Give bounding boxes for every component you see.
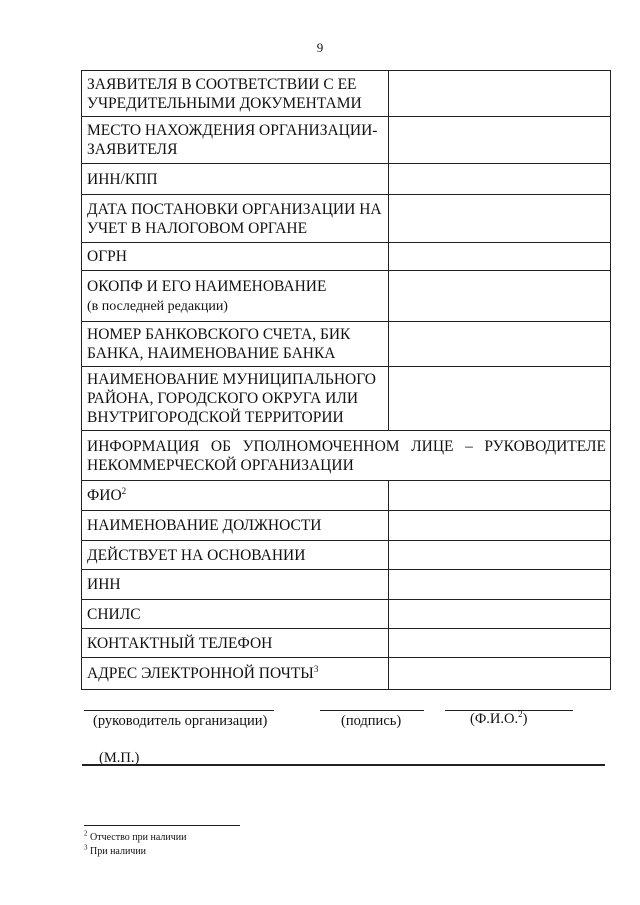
stamp-caption: (М.П.) bbox=[99, 750, 140, 766]
org-field-label-6: НОМЕР БАНКОВСКОГО СЧЕТА, БИК БАНКА, НАИМЕНОВАНИЕ БАНКА bbox=[82, 322, 389, 367]
table-row bbox=[82, 511, 611, 541]
table-row bbox=[82, 541, 611, 570]
person-field-value-5[interactable] bbox=[389, 629, 611, 658]
table-row bbox=[82, 629, 611, 658]
fio-caption: (Ф.И.О.$^2$) bbox=[470, 709, 528, 727]
page-number: 9 bbox=[316, 40, 324, 55]
org-field-value-4[interactable] bbox=[389, 243, 611, 271]
org-field-value-5[interactable] bbox=[389, 271, 611, 322]
org-field-value-3[interactable] bbox=[389, 195, 611, 243]
org-field-value-6[interactable] bbox=[389, 322, 611, 367]
person-field-label-4: СНИЛС bbox=[82, 600, 389, 629]
org-field-value-7[interactable] bbox=[389, 367, 611, 431]
org-field-label-3: ДАТА ПОСТАНОВКИ ОРГАНИЗАЦИИ НА УЧЕТ В НАЛОГОВОМ ОРГАНЕ bbox=[82, 195, 389, 243]
person-field-value-2[interactable] bbox=[389, 541, 611, 570]
person-field-label-2: ДЕЙСТВУЕТ НА ОСНОВАНИИ bbox=[82, 541, 389, 570]
org-field-value-2[interactable] bbox=[389, 164, 611, 195]
org-field-label-5: ОКОПФ И ЕГО НАИМЕНОВАНИЕ (в последней редакции) bbox=[82, 271, 389, 322]
person-field-value-1[interactable] bbox=[389, 511, 611, 541]
person-field-value-0[interactable] bbox=[389, 481, 611, 511]
org-field-value-1[interactable] bbox=[389, 117, 611, 164]
section-row bbox=[82, 431, 611, 481]
org-field-label-1: МЕСТО НАХОЖДЕНИЯ ОРГАНИЗАЦИИ-ЗАЯВИТЕЛЯ bbox=[82, 117, 389, 164]
table-row bbox=[82, 570, 611, 600]
head-caption: (руководитель организации) bbox=[93, 713, 268, 729]
person-field-label-5: КОНТАКТНЫЙ ТЕЛЕФОН bbox=[82, 629, 389, 658]
org-field-label-2: ИНН/КПП bbox=[82, 164, 389, 195]
table-row bbox=[82, 658, 611, 690]
person-field-label-1: НАИМЕНОВАНИЕ ДОЛЖНОСТИ bbox=[82, 511, 389, 541]
org-field-label-4: ОГРН bbox=[82, 243, 389, 271]
application-form-table bbox=[81, 70, 611, 690]
person-field-value-4[interactable] bbox=[389, 600, 611, 629]
org-field-label-0: ЗАЯВИТЕЛЯ В СООТВЕТСТВИИ С ЕЕ УЧРЕДИТЕЛЬНЫМИ ДОКУМЕНТАМИ bbox=[82, 71, 389, 117]
table-row bbox=[82, 481, 611, 511]
bottom-rule bbox=[82, 764, 605, 766]
table-row bbox=[82, 117, 611, 164]
table-row bbox=[82, 271, 611, 322]
table-row bbox=[82, 600, 611, 629]
table-row bbox=[82, 195, 611, 243]
person-field-label-0: ФИО$^2$ bbox=[82, 481, 389, 511]
head-signature-line bbox=[84, 710, 274, 711]
footnote-separator bbox=[84, 825, 240, 826]
table-row bbox=[82, 164, 611, 195]
org-field-value-0[interactable] bbox=[389, 71, 611, 117]
person-field-label-6: АДРЕС ЭЛЕКТРОННОЙ ПОЧТЫ$^3$ bbox=[82, 658, 389, 690]
table-row bbox=[82, 243, 611, 271]
signature-line bbox=[320, 710, 424, 711]
person-field-value-3[interactable] bbox=[389, 570, 611, 600]
sign-caption: (подпись) bbox=[341, 713, 402, 729]
table-row bbox=[82, 322, 611, 367]
person-field-value-6[interactable] bbox=[389, 658, 611, 690]
footnote-3: $^3$ При наличии bbox=[84, 843, 147, 857]
footnote-2: $^2$ Отчество при наличии bbox=[84, 829, 187, 843]
person-field-label-3: ИНН bbox=[82, 570, 389, 600]
table-row bbox=[82, 71, 611, 117]
org-field-label-7: НАИМЕНОВАНИЕ МУНИЦИПАЛЬНОГО РАЙОНА, ГОРОДСКОГО ОКРУГА ИЛИ ВНУТРИГОРОДСКОЙ ТЕРРИТОРИИ bbox=[82, 367, 389, 431]
table-row bbox=[82, 367, 611, 431]
section-heading: ИНФОРМАЦИЯ ОБ УПОЛНОМОЧЕННОМ ЛИЦЕ – РУКОВОДИТЕЛЕ НЕКОММЕРЧЕСКОЙ ОРГАНИЗАЦИИ bbox=[82, 431, 611, 481]
